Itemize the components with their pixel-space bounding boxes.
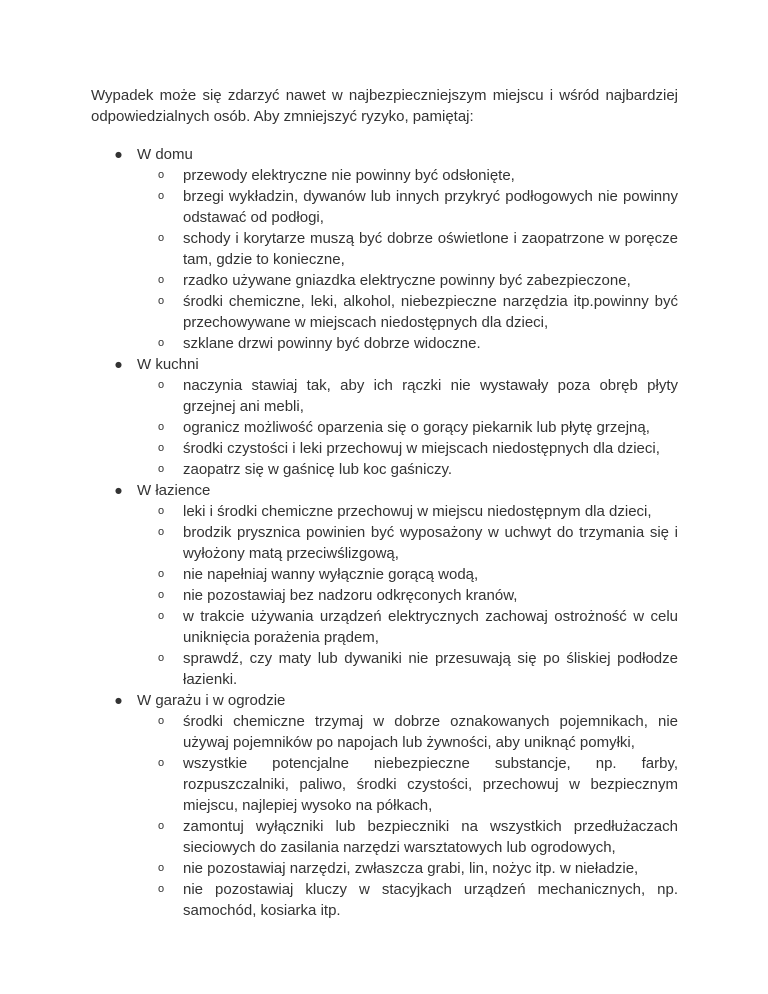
list-item: o zamontuj wyłączniki lub bezpieczniki na wszystkich przedłużaczach sieciowych do zasilania narzędzi warsztatowych lub ogrodowych,: [137, 816, 678, 858]
list-item: o nie pozostawiaj bez nadzoru odkręconych kranów,: [137, 585, 678, 606]
section-home: [91, 144, 678, 354]
list-item: o naczynia stawiaj tak, aby ich rączki nie wystawały poza obręb płyty grzejnej ani mebli,: [137, 375, 678, 417]
list-item: o w trakcie używania urządzeń elektrycznych zachowaj ostrożność w celu uniknięcia porażenia prądem,: [137, 606, 678, 648]
list-item: o środki chemiczne trzymaj w dobrze oznakowanych pojemnikach, nie używaj pojemników po napojach lub żywności, aby uniknąć pomyłki,: [137, 711, 678, 753]
list-item: o szklane drzwi powinny być dobrze widoczne.: [137, 333, 678, 354]
section-title: ● W garażu i w ogrodzie: [137, 692, 286, 709]
section-items: [137, 501, 678, 690]
section-items: [137, 165, 678, 354]
intro-paragraph: Wypadek może się zdarzyć nawet w najbezpieczniejszym miejscu i wśród najbardziej odpowiedzialnych osób. Aby zmniejszyć ryzyko, pamiętaj:: [91, 87, 678, 125]
list-item: o nie napełniaj wanny wyłącznie gorącą wodą,: [137, 564, 678, 585]
list-item: o nie pozostawiaj kluczy w stacyjkach urządzeń mechanicznych, np. samochód, kosiarka itp.: [137, 879, 678, 921]
safety-sections-list: [91, 144, 678, 921]
section-kitchen: [91, 354, 678, 480]
section-bathroom: [91, 480, 678, 690]
list-item: o zaopatrz się w gaśnicę lub koc gaśniczy.: [137, 459, 678, 480]
list-item: o brodzik prysznica powinien być wyposażony w uchwyt do trzymania się i wyłożony matą przeciwślizgową,: [137, 522, 678, 564]
list-item: o schody i korytarze muszą być dobrze oświetlone i zaopatrzone w poręcze tam, gdzie to konieczne,: [137, 228, 678, 270]
list-item: o brzegi wykładzin, dywanów lub innych przykryć podłogowych nie powinny odstawać od podłogi,: [137, 186, 678, 228]
section-title: ● W łazience: [137, 482, 211, 499]
section-title: ● W kuchni: [137, 356, 199, 373]
section-items: [137, 375, 678, 480]
list-item: o leki i środki chemiczne przechowuj w miejscu niedostępnym dla dzieci,: [137, 501, 678, 522]
section-garage-garden: [91, 690, 678, 921]
list-item: o przewody elektryczne nie powinny być odsłonięte,: [137, 165, 678, 186]
list-item: o środki chemiczne, leki, alkohol, niebezpieczne narzędzia itp.powinny być przechowywane w miejscach niedostępnych dla dzieci,: [137, 291, 678, 333]
list-item: o ogranicz możliwość oparzenia się o gorący piekarnik lub płytę grzejną,: [137, 417, 678, 438]
list-item: o wszystkie potencjalne niebezpieczne substancje, np. farby, rozpuszczalniki, paliwo, środki czystości, przechowuj w bezpiecznym miejscu, najlepiej wysoko na półkach,: [137, 753, 678, 816]
list-item: o środki czystości i leki przechowuj w miejscach niedostępnych dla dzieci,: [137, 438, 678, 459]
list-item: o nie pozostawiaj narzędzi, zwłaszcza grabi, lin, nożyc itp. w nieładzie,: [137, 858, 678, 879]
list-item: o rzadko używane gniazdka elektryczne powinny być zabezpieczone,: [137, 270, 678, 291]
list-item: o sprawdź, czy maty lub dywaniki nie przesuwają się po śliskiej podłodze łazienki.: [137, 648, 678, 690]
section-title: ● W domu: [137, 146, 193, 163]
section-items: [137, 711, 678, 921]
